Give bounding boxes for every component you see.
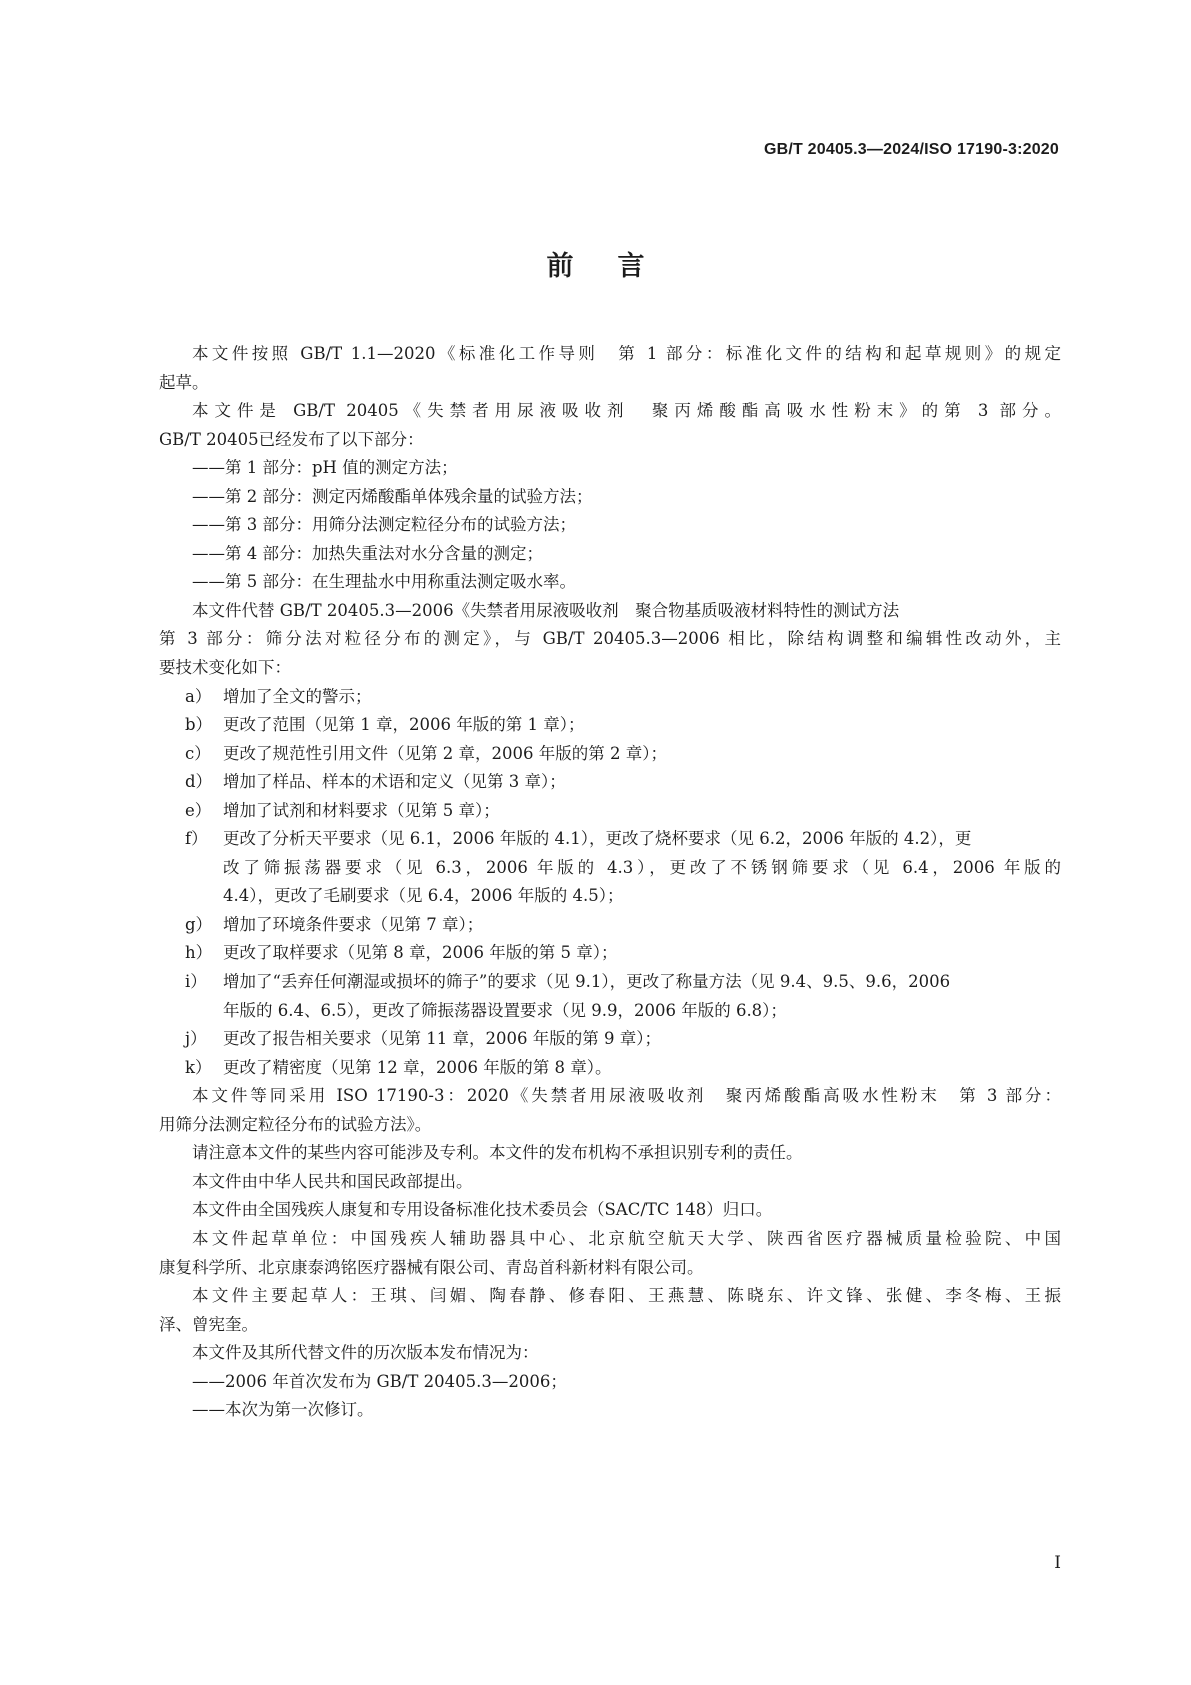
text-line: 本文件由全国残疾人康复和专用设备标准化技术委员会（SAC/TC 148）归口。 xyxy=(192,1200,773,1220)
text-line: 本文件代替 GB/T 20405.3—2006《失禁者用尿液吸收剂 聚合物基质吸液材料特性的测试方法 xyxy=(192,600,900,620)
text-line: 本文件按照 GB/T 1.1—2020《标准化工作导则 第 1 部分：标准化文件的结构和起草规则》的规定 xyxy=(192,344,1061,363)
dash-item: ——2006 年首次发布为 GB/T 20405.3—2006； xyxy=(192,1371,567,1391)
list-item xyxy=(159,740,1061,769)
list-item-text: 更改了规范性引用文件（见第 2 章，2006 年版的第 2 章）； xyxy=(223,743,667,763)
text-line: 泽、曾宪奎。 xyxy=(159,1314,258,1334)
preface-body xyxy=(159,340,1061,1425)
text-line: 本文件由中华人民共和国民政部提出。 xyxy=(192,1171,473,1191)
list-item xyxy=(159,968,1061,997)
list-marker: i） xyxy=(185,972,207,992)
list-marker: e） xyxy=(185,800,212,820)
text-line: 第 3 部分：筛分法对粒径分布的测定》，与 GB/T 20405.3—2006 相比，除结构调整和编辑性改动外，主 xyxy=(159,629,1061,649)
list-marker: h） xyxy=(185,943,213,963)
page-title: 前言 xyxy=(546,251,689,282)
dash-item: ——第 4 部分：加热失重法对水分含量的测定； xyxy=(192,543,543,563)
list-item-continuation: 年版的 6.4、6.5），更改了筛振荡器设置要求（见 9.9，2006 年版的 6.8）； xyxy=(223,1000,787,1020)
list-item xyxy=(159,825,1061,854)
list-marker: g） xyxy=(185,914,213,934)
list-item xyxy=(159,1025,1061,1054)
list-item-text: 更改了范围（见第 1 章，2006 年版的第 1 章）； xyxy=(223,715,585,735)
dash-item: ——本次为第一次修订。 xyxy=(192,1400,374,1420)
text-line: 请注意本文件的某些内容可能涉及专利。本文件的发布机构不承担识别专利的责任。 xyxy=(192,1143,803,1163)
text-line: 本文件及其所代替文件的历次版本发布情况为： xyxy=(192,1343,539,1363)
text-line: 本文件等同采用 ISO 17190-3：2020《失禁者用尿液吸收剂 聚丙烯酸酯高吸水性粉末 第 3 部分： xyxy=(192,1086,1061,1106)
dash-item: ——第 1 部分：pH 值的测定方法； xyxy=(192,458,458,478)
text-line: 本文件起草单位：中国残疾人辅助器具中心、北京航空航天大学、陕西省医疗器械质量检验院、中国 xyxy=(192,1228,1061,1248)
list-marker: a） xyxy=(185,686,212,706)
list-marker: b） xyxy=(185,715,213,735)
list-marker: f） xyxy=(185,829,208,849)
list-item-text: 更改了精密度（见第 12 章，2006 年版的第 8 章）。 xyxy=(223,1057,612,1077)
text-line: 起草。 xyxy=(159,372,209,392)
list-item-text: 增加了试剂和材料要求（见第 5 章）； xyxy=(223,800,500,820)
list-marker: c） xyxy=(185,743,211,763)
list-item-text: 增加了全文的警示； xyxy=(223,686,372,706)
list-item-text: 增加了环境条件要求（见第 7 章）； xyxy=(223,914,484,934)
text-line: 本文件主要起草人：王琪、闫媚、陶春静、修春阳、王燕慧、陈晓东、许文锋、张健、李冬梅、王振 xyxy=(192,1286,1061,1306)
text-line: GB/T 20405已经发布了以下部分： xyxy=(159,429,424,449)
page-number: I xyxy=(1054,1553,1061,1573)
list-item xyxy=(159,911,1061,940)
list-marker: j） xyxy=(185,1029,207,1049)
list-item-text: 增加了“丢弃任何潮湿或损坏的筛子”的要求（见 9.1），更改了称量方法（见 9.4、9.5、9.6，2006 xyxy=(223,972,951,992)
list-marker: d） xyxy=(185,772,213,792)
list-item xyxy=(159,1054,1061,1083)
list-item-continuation: 4.4），更改了毛刷要求（见 6.4，2006 年版的 4.5）； xyxy=(223,886,624,906)
list-item xyxy=(159,939,1061,968)
text-line: 用筛分法测定粒径分布的试验方法》。 xyxy=(159,1114,432,1134)
text-line: 要技术变化如下： xyxy=(159,658,291,678)
list-marker: k） xyxy=(185,1057,212,1077)
list-item xyxy=(159,797,1061,826)
text-line: 康复科学所、北京康泰鸿铭医疗器械有限公司、青岛首科新材料有限公司。 xyxy=(159,1257,704,1277)
list-item-text: 增加了样品、样本的术语和定义（见第 3 章）； xyxy=(223,772,566,792)
list-item-text: 更改了取样要求（见第 8 章，2006 年版的第 5 章）； xyxy=(223,943,618,963)
standard-code-header: GB/T 20405.3—2024/ISO 17190-3:2020 xyxy=(764,141,1059,158)
text-line: 本文件是 GB/T 20405《失禁者用尿液吸收剂 聚丙烯酸酯高吸水性粉末》的第 3 部分。 xyxy=(192,401,1061,421)
dash-item: ——第 2 部分：测定丙烯酸酯单体残余量的试验方法； xyxy=(192,486,593,506)
list-item xyxy=(159,768,1061,797)
dash-item: ——第 3 部分：用筛分法测定粒径分布的试验方法； xyxy=(192,515,576,535)
list-item xyxy=(159,683,1061,712)
dash-item: ——第 5 部分：在生理盐水中用称重法测定吸水率。 xyxy=(192,572,576,592)
list-item-text: 更改了分析天平要求（见 6.1，2006 年版的 4.1），更改了烧杯要求（见 6.2，2006 年版的 4.2），更 xyxy=(223,829,972,849)
list-item-continuation: 改了筛振荡器要求（见 6.3，2006 年版的 4.3），更改了不锈钢筛要求（见 6.4，2006 年版的 xyxy=(223,857,1061,877)
list-item xyxy=(159,711,1061,740)
list-item-text: 更改了报告相关要求（见第 11 章，2006 年版的第 9 章）； xyxy=(223,1029,661,1049)
